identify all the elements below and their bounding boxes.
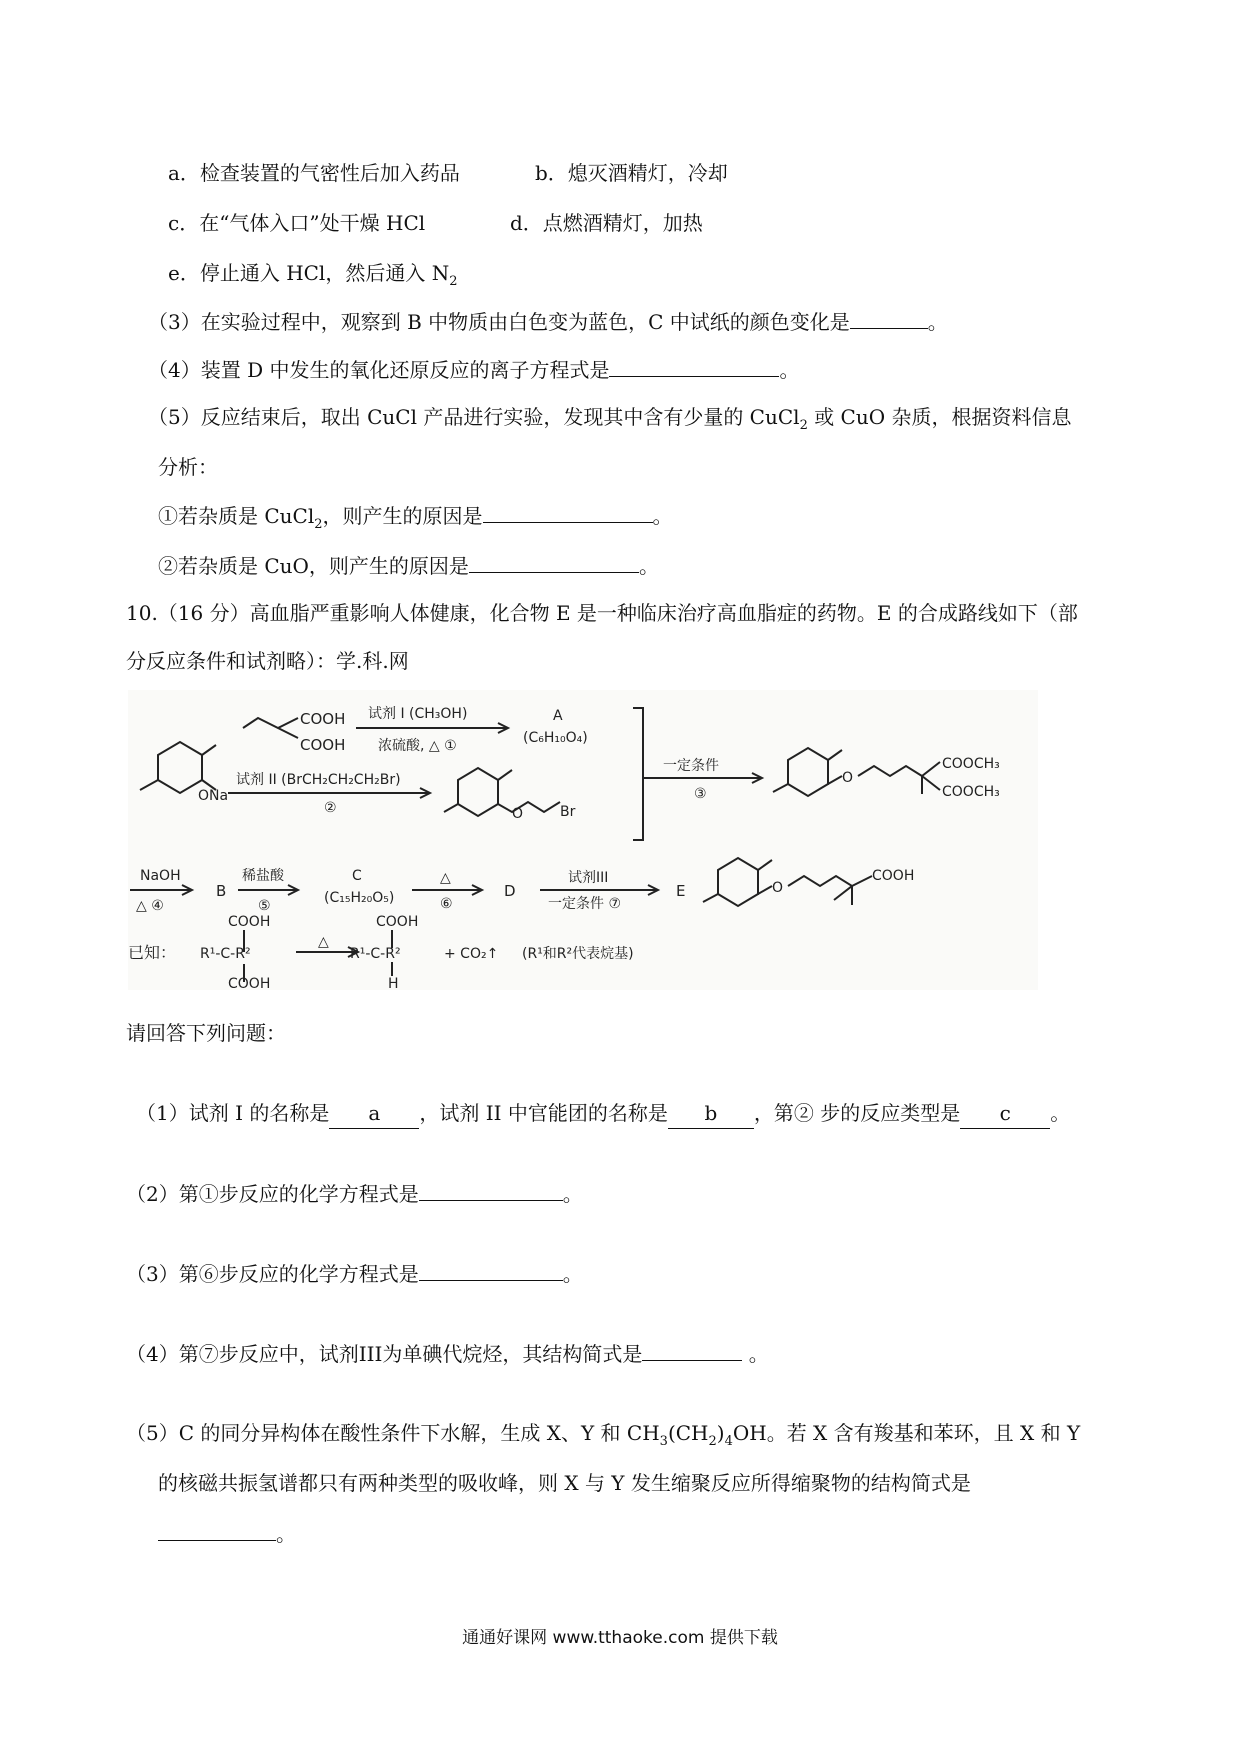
compound-B: B [216,882,227,900]
diester-cooch3-top: COOCH₃ [942,756,1000,772]
step3-condition: 一定条件 [663,758,719,774]
step5-reagent: 稀盐酸 [242,868,284,884]
step6-heat: △ [440,870,451,886]
q10-sub3: （3）第⑥步反应的化学方程式是 。 [126,1258,583,1289]
compound-E: E [676,882,686,900]
option-e: e．停止通入 HCl，然后通入 $N_2$ [168,261,458,289]
diester-o: O [842,770,854,786]
reagent3-label: 试剂III [568,870,609,886]
page-footer: 通通好课网 www.tthaoke.com 提供下载 [462,1628,778,1648]
step1-condition: 浓硫酸, △ ① [378,738,457,754]
known-right-formula: R¹-C-R² [350,946,401,962]
step7-condition: 一定条件 ⑦ [548,896,622,912]
q9-part4: （4）装置 D 中发生的氧化还原反应的离子方程式是 。 [148,354,799,385]
q9-part5: （5）反应结束后，取出 CuCl 产品进行实验，发现其中含有少量的 CuCl$_2$ 或 CuO 杂质，根据资料信息 [148,405,1072,433]
q9-reason2: ②若杂质是 CuO，则产生的原因是 。 [158,550,659,581]
known-note: (R¹和R²代表烷基) [522,946,634,962]
q10-sub5: （5）C 的同分异构体在酸性条件下水解，生成 X、Y 和 $CH_3(CH_2)_4OH$。若 X 含有羧基和苯环，且 X 和 Y [126,1421,1081,1449]
q10-intro-cont: 分反应条件和试剂略）：学.科.网 [126,649,409,673]
step5-label: ⑤ [258,898,271,914]
option-b: b．熄灭酒精灯，冷却 [535,161,728,185]
q9-part3: （3）在实验过程中，观察到 B 中物质由白色变为蓝色，C 中试纸的颜色变化是 。 [148,306,948,337]
option-d: d．点燃酒精灯，加热 [510,211,703,235]
known-right-h: H [388,976,399,990]
known-left-cooh-bottom: COOH [228,976,271,990]
answer-b: b [668,1098,754,1129]
synthesis-scheme [128,690,1038,990]
q10-sub2: （2）第①步反应的化学方程式是 。 [126,1178,583,1209]
reagent2-label: 试剂 II (BrCH₂CH₂CH₂Br) [236,772,401,788]
compound-C-formula: (C₁₅H₂₀O₅) [324,890,395,906]
step2-label: ② [324,800,337,816]
malonic-cooh-bottom: COOH [300,736,346,754]
reagent1-label: 试剂 I (CH₃OH) [368,706,468,722]
q10-sub4: （4）第⑦步反应中，试剂III为单碘代烷烃，其结构简式是 。 [126,1338,769,1369]
option-c: c．在“气体入口”处干燥 HCl [168,211,426,235]
q10-sub5-cont: 的核磁共振氢谱都只有两种类型的吸收峰，则 X 与 Y 发生缩聚反应所得缩聚物的结构简式是 [158,1471,971,1495]
option-a: a．检查装置的气密性后加入药品 [168,161,460,185]
compound-A-formula: (C₆H₁₀O₄) [523,730,588,746]
q10-prompt: 请回答下列问题： [126,1021,286,1045]
ona-label: ONa [198,788,229,804]
compound-A-label: A [553,708,563,724]
bromide-br: Br [560,804,576,820]
answer-a: a [329,1098,419,1129]
product-E-o: O [772,880,784,896]
product-E-cooh: COOH [872,868,915,884]
q10-intro: 10.（16 分）高血脂严重影响人体健康，化合物 E 是一种临床治疗高血脂症的药物。E 的合成路线如下（部 [126,601,1078,625]
known-right-cooh: COOH [376,914,419,930]
known-left-formula: R¹-C-R² [200,946,251,962]
known-co2: + CO₂↑ [444,946,499,962]
diester-cooch3-bottom: COOCH₃ [942,784,1000,800]
step4-reagent: NaOH [140,868,181,884]
known-label: 已知： [128,943,177,962]
step6-label: ⑥ [440,896,453,912]
malonic-cooh-top: COOH [300,710,346,728]
known-left-cooh-top: COOH [228,914,271,930]
compound-C-label: C [352,868,362,884]
known-heat: △ [318,934,329,950]
compound-D: D [504,882,516,900]
q9-reason1: ①若杂质是 CuCl$_2$，则产生的原因是 。 [158,500,673,531]
step4-label: △ ④ [136,898,164,914]
q9-part5-cont: 分析： [158,455,218,479]
answer-c: c [960,1098,1050,1129]
q10-sub1: （1）试剂 I 的名称是 a ，试剂 II 中官能团的名称是 b ，第② 步的反应类型是 c 。 [136,1098,1070,1129]
step3-label: ③ [694,786,707,802]
q10-sub5-blank: 。 [158,1518,296,1549]
bromide-o: O [512,806,524,822]
